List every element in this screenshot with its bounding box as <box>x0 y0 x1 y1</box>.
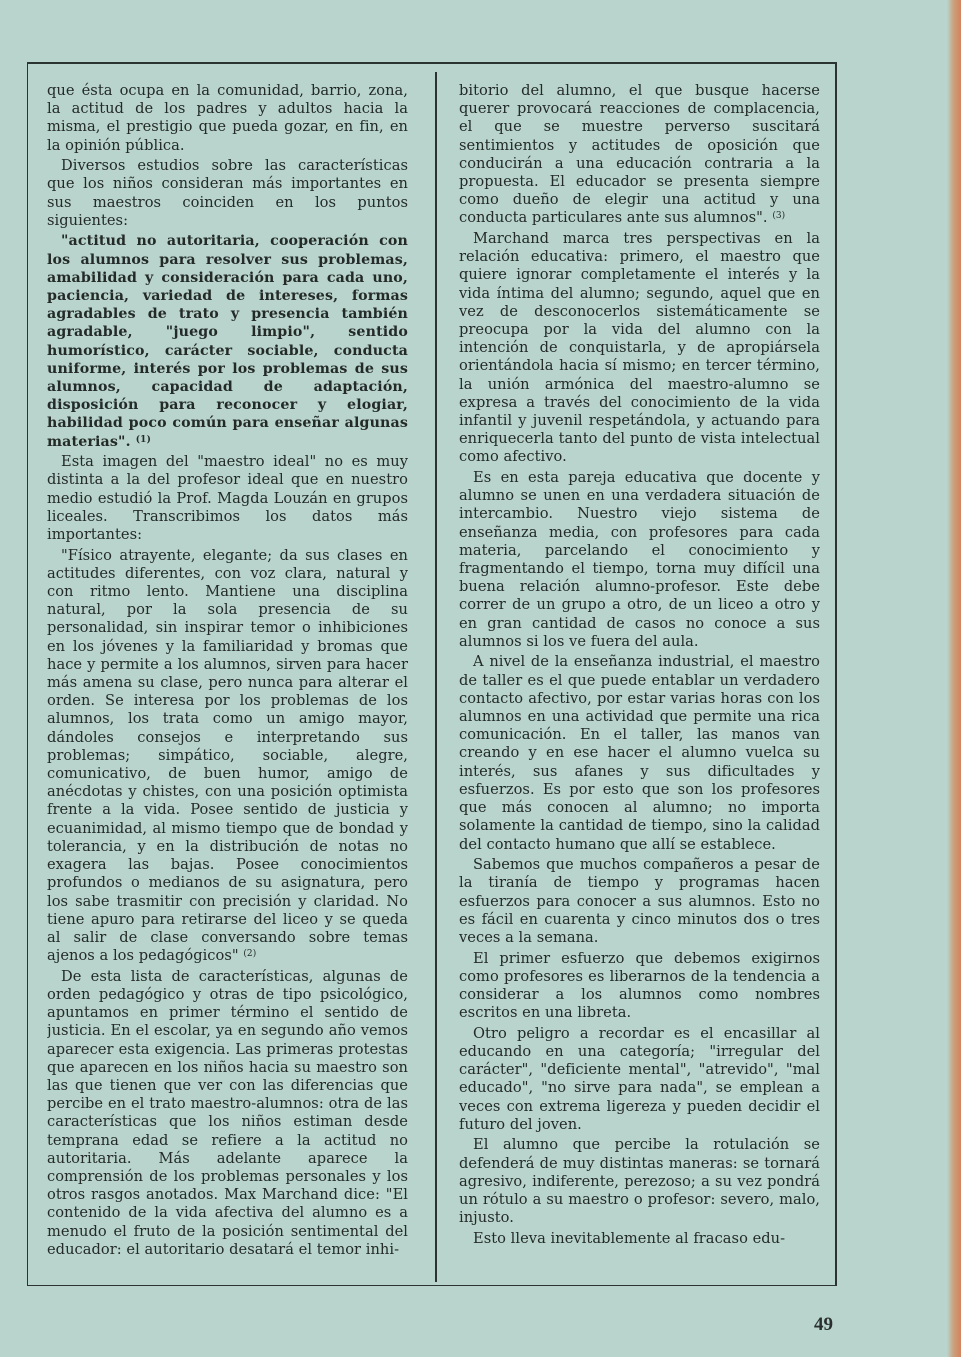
paragraph-text: "actitud no autoritaria, cooperación con los alumnos para resolver sus problemas, amabilidad y consideración para cada uno, paciencia, variedad de intereses, formas agradables de trato y presencia también agradable, "juego limpio", sentido humorístico, carácter sociable, conducta uniforme, interés por los problemas de sus alumnos, capacidad de adaptación, disposición para reconocer y elogiar, habilidad poco común para enseñar algunas materias". <box>47 233 408 450</box>
paragraph <box>459 230 820 467</box>
paragraph-text: El primer esfuerzo que debemos exigirnos como profesores es liberarnos de la tendencia a considerar a los alumnos como nombres escritos en una libreta. <box>459 949 820 1022</box>
paragraph <box>47 453 408 544</box>
paragraph-text: Es en esta pareja educativa que docente y alumno se unen en una verdadera situación de intercambio. Nuestro viejo sistema de enseñanza media, con profesores para cada materia, parcelando el conocimiento y fragmentando el tiempo, torna muy difícil una buena relación alumno-profesor. Este debe correr de un grupo a otro, de un liceo a otro y en gran cantidad de casos no conoce a sus alumnos si los ve fuera del aula. <box>459 469 820 650</box>
quote-paragraph <box>47 547 408 966</box>
paragraph <box>459 469 820 651</box>
paragraph <box>459 950 820 1023</box>
paragraph-text: bitorio del alumno, el que busque hacerse querer provocará reacciones de complacencia, el que se muestre perverso suscitará sentimientos y actitudes de oposición que conducirán a una educación contraria a la propuesta. El educador se presenta siempre como dueño de elegir una actitud y una conducta particulares ante sus alumnos". <box>459 82 820 227</box>
footnote-ref: (2) <box>243 949 257 960</box>
right-column <box>459 82 820 1272</box>
paragraph <box>459 856 820 947</box>
paragraph <box>47 968 408 1259</box>
quote-paragraph <box>47 232 408 450</box>
column-divider <box>435 72 437 1282</box>
page-number: 49 <box>814 1314 833 1335</box>
footnote-ref: (3) <box>772 211 786 222</box>
paragraph <box>459 653 820 853</box>
paragraph <box>459 82 820 228</box>
paragraph <box>459 1025 820 1134</box>
paragraph-text: Esta imagen del "maestro ideal" no es muy distinta a la del profesor ideal que en nuestro medio estudió la Prof. Magda Louzán en grupos liceales. Transcribimos los datos más importantes: <box>47 453 408 544</box>
paragraph-text: Otro peligro a recordar es el encasillar al educando en una categoría; "irregular del carácter", "deficiente mental", "atrevido", "mal educado", "no sirve para nada", se emplean a veces con extrema ligereza y pueden decidir el futuro del joven. <box>459 1024 820 1133</box>
paragraph-text: De esta lista de características, algunas de orden pedagógico y otras de tipo psicológico, apuntamos en primer término el sentido de justicia. En el escolar, ya en segundo año vemos aparecer esta exigencia. Las primeras protestas que aparecen en los niños hacia su maestro son las que tienen que ver con las diferencias que percibe en el trato maestro-alumnos: otra de las características que los niños estiman desde temprana edad se refiere a la actitud no autoritaria. Más adelante aparece la comprensión de los problemas personales y los otros rasgos anotados. Max Marchand dice: "El contenido de la vida afectiva del alumno es a menudo el fruto de la posición sentimental del educador: el autoritario desatará el temor inhi- <box>47 967 408 1258</box>
footnote-ref: (1) <box>135 434 151 445</box>
paragraph <box>47 157 408 230</box>
paragraph-text: Esto lleva inevitablemente al fracaso edu- <box>473 1229 786 1247</box>
paragraph <box>459 1136 820 1227</box>
paragraph-text: Marchand marca tres perspectivas en la relación educativa: primero, el maestro que quiere ignorar completamente el interés y la vida íntima del alumno; segundo, aquel que en vez de desconocerlos sistemáticamente se preocupa por la vida del alumno con la intención de conquistarla, y de apropiársela orientándola hacia sí mismo; en tercer término, la unión armónica del maestro-alumno se expresa a través del conocimiento de la vida infantil y juvenil respetándola, y actuando para enriquecerla tanto del punto de vista intelectual como afectivo. <box>459 230 820 466</box>
paragraph-text: A nivel de la enseñanza industrial, el maestro de taller es el que puede entablar un verdadero contacto afectivo, por estar varias horas con los alumnos en una actividad que permite una rica comunicación. En el taller, las manos van creando y en ese hacer el alumno vuelca su interés, sus afanes y sus dificultades y esfuerzos. Es por esto que son los profesores que más conocen al alumno; no importa solamente la cantidad de tiempo, sino la calidad del contacto humano que allí se establece. <box>459 653 820 853</box>
paragraph-text: El alumno que percibe la rotulación se defenderá de muy distintas maneras: se tornará agresivo, indiferente, perezoso; a su vez pondrá un rótulo a su maestro o profesor: severo, malo, injusto. <box>459 1136 820 1227</box>
paragraph-text: "Físico atrayente, elegante; da sus clases en actitudes diferentes, con voz clara, natural y con ritmo lento. Mantiene una disciplina natural, por la sola presencia de su personalidad, sin inspirar temor o inhibiciones en los jóvenes y la familiaridad y bromas que hace y permite a los alumnos, sirven para hacer más amena su clase, pero nunca para alterar el orden. Se interesa por los problemas de los alumnos, los trata como un amigo mayor, dándoles consejos e interpretando sus problemas; simpático, sociable, alegre, comunicativo, de buen humor, amigo de anécdotas y chistes, con una posición optimista frente a la vida. Posee sentido de justicia y ecuanimidad, al mismo tiempo que de bondad y tolerancia, y en la distribución de notas no exagera las bajas. Posee conocimientos profundos o medianos de su asignatura, pero los sabe trasmitir con precisión y claridad. No tiene apuro para retirarse del liceo y se queda al salir de clase conversando sobre temas ajenos a los pedagógicos" <box>47 546 408 965</box>
paragraph <box>47 82 408 155</box>
paragraph <box>459 1230 820 1248</box>
left-column <box>47 82 408 1272</box>
paragraph-text: que ésta ocupa en la comunidad, barrio, zona, la actitud de los padres y adultos hacia la misma, el prestigio que pueda gozar, en fin, en la opinión pública. <box>47 82 408 154</box>
paragraph-text: Diversos estudios sobre las características que los niños consideran más importantes en sus maestros coinciden en los puntos siguientes: <box>47 157 408 229</box>
page-edge <box>947 0 961 1357</box>
paragraph-text: Sabemos que muchos compañeros a pesar de la tiranía de tiempo y programas hacen esfuerzos para conocer a sus alumnos. Esto no es fácil en cuarenta y cinco minutos dos o tres veces a la semana. <box>459 856 820 946</box>
